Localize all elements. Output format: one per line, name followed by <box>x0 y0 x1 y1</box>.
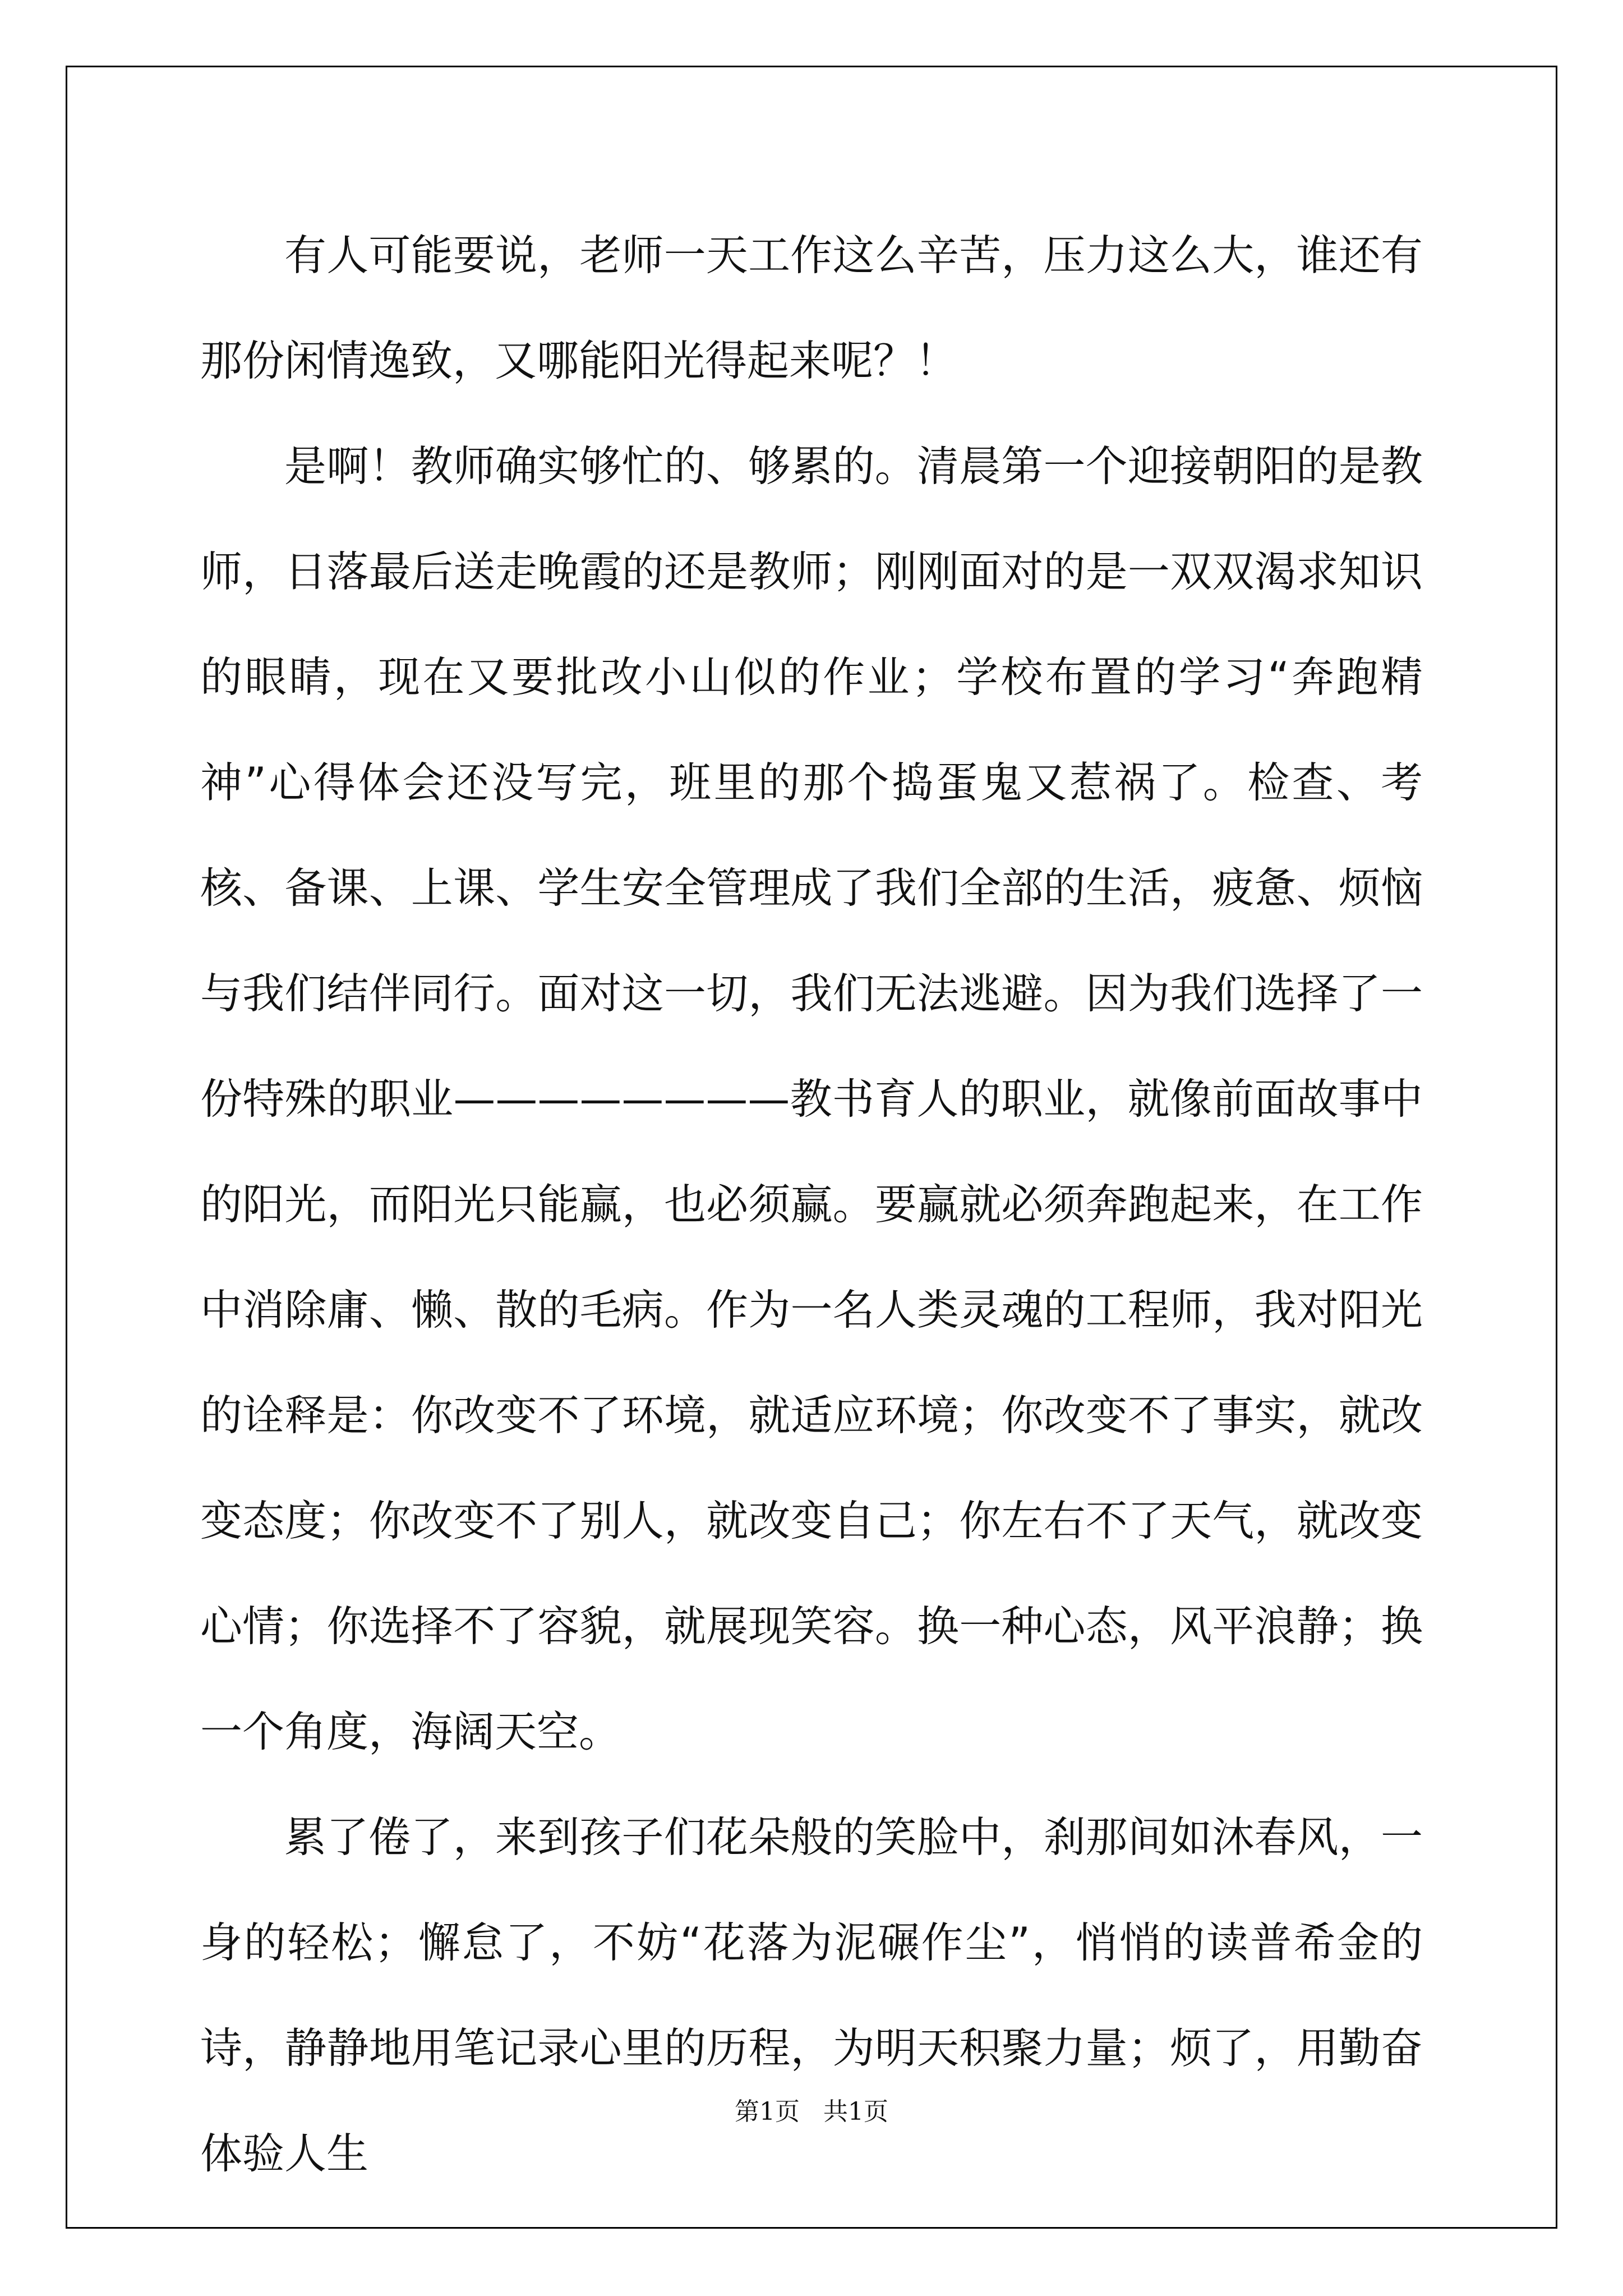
paragraph: 是啊！教师确实够忙的、够累的。清晨第一个迎接朝阳的是教师，日落最后送走晚霞的还是教师；刚刚面对的是一双双渴求知识的眼睛，现在又要批改小山似的作业；学校布置的学习“奔跑精神”心得体会还没写完，班里的那个捣蛋鬼又惹祸了。检查、考核、备课、上课、学生安全管理成了我们全部的生活，疲惫、烦恼与我们结伴同行。面对这一切，我们无法逃避。因为我们选择了一份特殊的职业————————教书育人的职业，就像前面故事中的阳光，而阳光只能赢，也必须赢。要赢就必须奔跑起来，在工作中消除庸、懒、散的毛病。作为一名人类灵魂的工程师，我对阳光的诠释是：你改变不了环境，就适应环境；你改变不了事实，就改变态度；你改变不了别人，就改变自己；你左右不了天气，就改变心情；你选择不了容貌，就展现笑容。换一种心态，风平浪静；换一个角度，海阔天空。 <box>200 441 1423 1756</box>
paragraph: 有人可能要说，老师一天工作这么辛苦，压力这么大，谁还有那份闲情逸致，又哪能阳光得起来呢？！ <box>200 231 1423 385</box>
document-body <box>200 203 1423 2206</box>
page-number-footer: 第1页 共1页 <box>735 2097 888 2126</box>
paragraph: 累了倦了，来到孩子们花朵般的笑脸中，刹那间如沐春风，一身的轻松；懈怠了，不妨“花落为泥碾作尘”，悄悄的读普希金的诗，静静地用笔记录心里的历程，为明天积聚力量；烦了，用勤奋体验人生 <box>200 1812 1423 2178</box>
